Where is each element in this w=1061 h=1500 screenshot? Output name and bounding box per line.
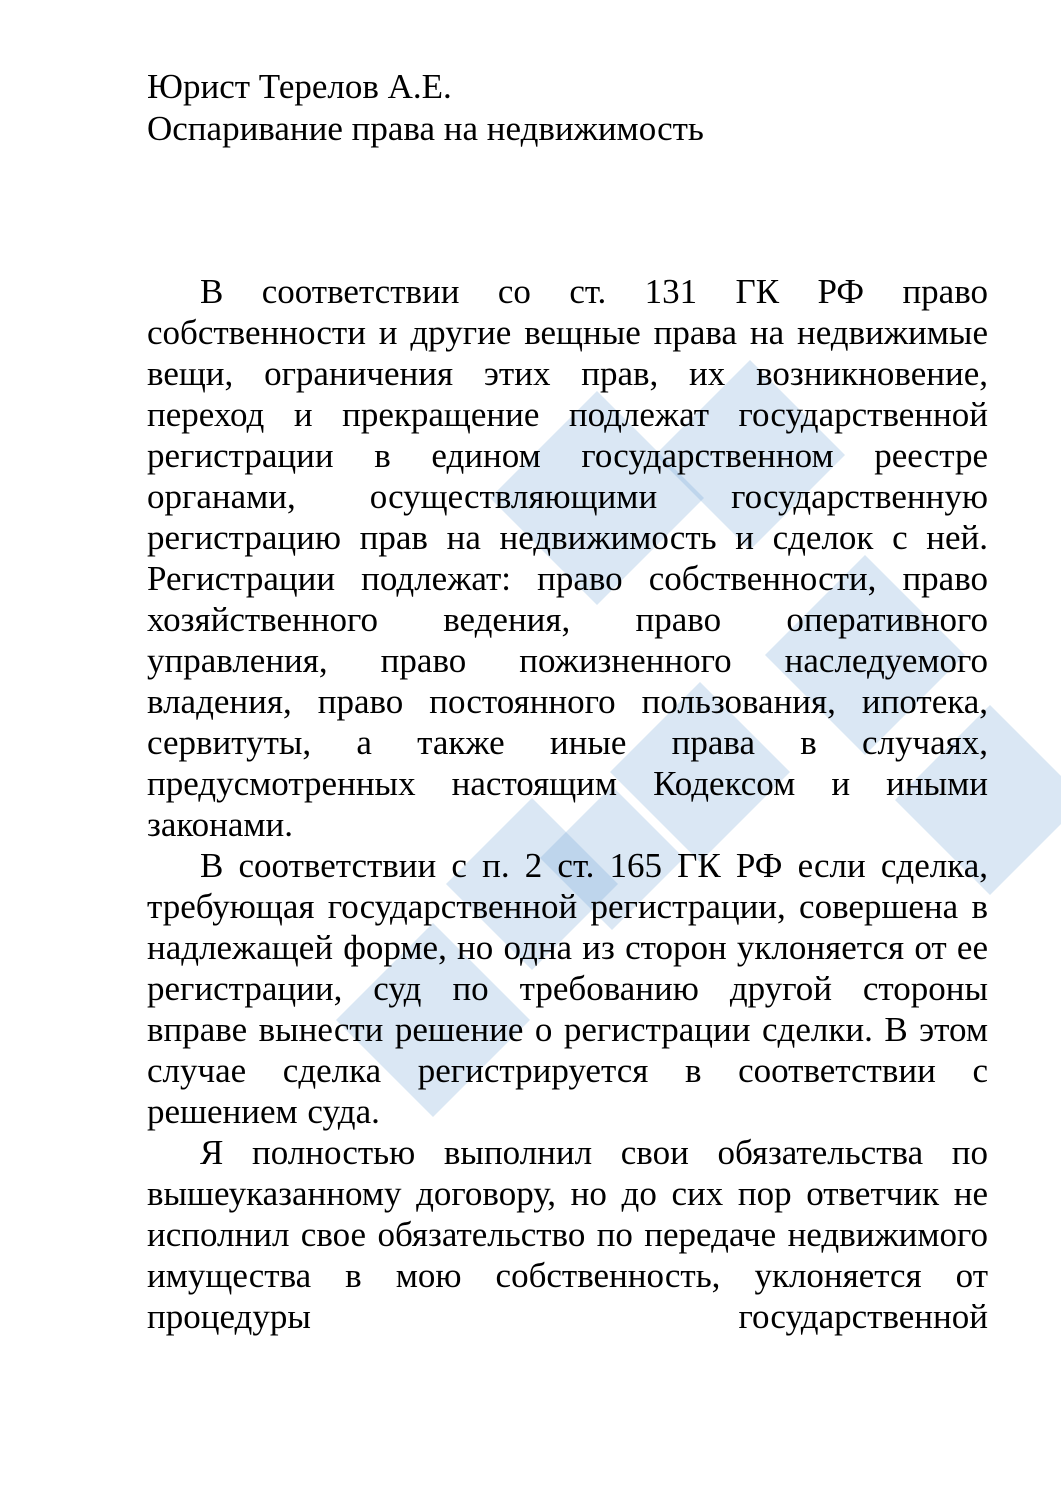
- document-body: [147, 271, 988, 1337]
- paragraph-deal-registration: В соответствии с п. 2 ст. 165 ГК РФ если сделка, требующая государственной регистрации, совершена в надлежащей форме, но одна из сторон уклоняется от ее регистрации, суд по требованию другой стороны вправе вынести решение о регистрации сделки. В этом случае сделка регистрируется в соответствии с решением суда.: [147, 846, 988, 1131]
- document-header: [147, 66, 988, 150]
- paragraph-obligations: Я полностью выполнил свои обязательства по вышеуказанному договору, но до сих пор ответчик не исполнил свое обязательство по передаче недвижимого имущества в мою собственность, уклоняется от процедуры государственной: [147, 1133, 988, 1336]
- header-author-line: Юрист Терелов А.Е.: [147, 67, 452, 106]
- header-subject-line: Оспаривание права на недвижимость: [147, 109, 704, 148]
- paragraph-registration-law: В соответствии со ст. 131 ГК РФ право собственности и другие вещные права на недвижимые вещи, ограничения этих прав, их возникновение, переход и прекращение подлежат государственной регистрации в едином государственном реестре органами, осуществляющими государственную регистрацию прав на недвижимость и сделок с ней. Регистрации подлежат: право собственности, право хозяйственного ведения, право оперативного управления, право пожизненного наследуемого владения, право постоянного пользования, ипотека, сервитуты, а также иные права в случаях, предусмотренных настоящим Кодексом и иными законами.: [147, 272, 988, 844]
